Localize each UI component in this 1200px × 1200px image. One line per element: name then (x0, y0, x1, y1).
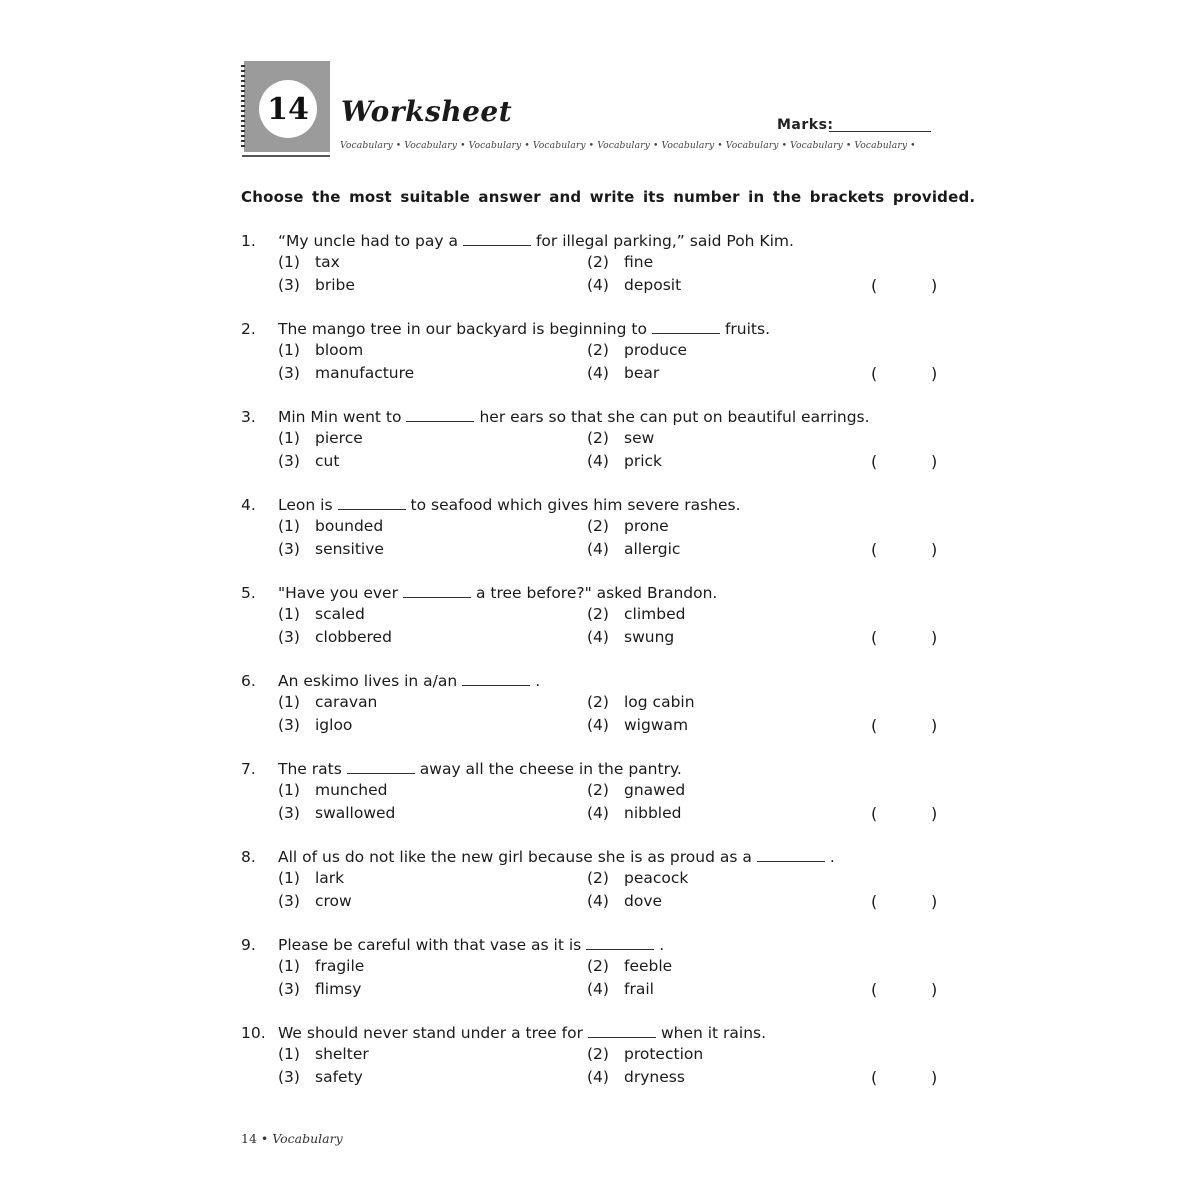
option-text: safety (315, 1068, 363, 1086)
question-number: 1. (241, 232, 256, 250)
option-text: cut (315, 452, 340, 470)
question-item (0, 1024, 1200, 1094)
option-number: (2) (587, 869, 609, 887)
option-text: wigwam (624, 716, 689, 734)
option-text: swung (624, 628, 675, 646)
answer-blank[interactable] (403, 585, 471, 598)
option-text: fragile (315, 957, 365, 975)
answer-blank[interactable] (463, 233, 531, 246)
answer-option (587, 1068, 685, 1086)
option-text: gnawed (624, 781, 686, 799)
option-text: dove (624, 892, 663, 910)
option-number: (2) (587, 1045, 609, 1063)
answer-bracket-open[interactable]: ( (871, 1068, 878, 1087)
question-text-after: away all the cheese in the pantry. (419, 760, 682, 778)
answer-option (587, 276, 681, 294)
question-text-after: . (659, 936, 665, 954)
option-number: (2) (587, 605, 609, 623)
question-item (0, 408, 1200, 478)
answer-blank[interactable] (757, 849, 825, 862)
answer-blank[interactable] (462, 673, 530, 686)
option-number: (1) (278, 605, 300, 623)
option-number: (3) (278, 276, 300, 294)
question-text-before: “My uncle had to pay a (278, 232, 458, 250)
question-item (0, 760, 1200, 830)
option-text: caravan (315, 693, 378, 711)
question-text-before: Please be careful with that vase as it is (278, 936, 582, 954)
option-text: swallowed (315, 804, 396, 822)
answer-bracket-close[interactable]: ) (931, 364, 938, 383)
option-number: (1) (278, 429, 300, 447)
option-number: (2) (587, 693, 609, 711)
question-text-after: a tree before?" asked Brandon. (475, 584, 718, 602)
question-item (0, 496, 1200, 566)
answer-option (587, 716, 688, 734)
option-text: pierce (315, 429, 363, 447)
option-text: deposit (624, 276, 682, 294)
answer-option (278, 957, 364, 975)
answer-blank[interactable] (338, 497, 406, 510)
question-number: 8. (241, 848, 256, 866)
option-number: (4) (587, 276, 609, 294)
answer-bracket-open[interactable]: ( (871, 892, 878, 911)
question-text (278, 584, 717, 602)
option-number: (4) (587, 364, 609, 382)
option-number: (2) (587, 781, 609, 799)
answer-option (278, 540, 384, 558)
question-text (278, 760, 682, 778)
question-text-before: The mango tree in our backyard is beginning to (278, 320, 647, 338)
answer-bracket-open[interactable]: ( (871, 364, 878, 383)
answer-option (587, 957, 672, 975)
question-text (278, 408, 870, 426)
answer-option (587, 540, 680, 558)
option-text: nibbled (624, 804, 682, 822)
option-text: manufacture (315, 364, 415, 382)
answer-option (278, 804, 395, 822)
option-number: (1) (278, 869, 300, 887)
option-text: lark (315, 869, 345, 887)
question-text (278, 320, 770, 338)
option-text: produce (624, 341, 688, 359)
answer-option (587, 781, 685, 799)
answer-option (587, 341, 687, 359)
option-text: tax (315, 253, 340, 271)
question-text (278, 848, 835, 866)
question-text (278, 936, 664, 954)
question-text-after: . (535, 672, 541, 690)
question-number: 9. (241, 936, 256, 954)
option-number: (4) (587, 892, 609, 910)
question-text-before: Leon is (278, 496, 333, 514)
answer-bracket-open[interactable]: ( (871, 804, 878, 823)
option-text: clobbered (315, 628, 392, 646)
answer-option (587, 892, 662, 910)
question-text-before: The rats (278, 760, 342, 778)
option-text: protection (624, 1045, 704, 1063)
answer-option (587, 628, 674, 646)
answer-bracket-close[interactable]: ) (931, 540, 938, 559)
answer-option (587, 364, 659, 382)
answer-bracket-open[interactable]: ( (871, 980, 878, 999)
answer-option (587, 693, 695, 711)
answer-option (587, 452, 662, 470)
option-number: (4) (587, 1068, 609, 1086)
answer-option (587, 804, 682, 822)
option-text: bounded (315, 517, 384, 535)
answer-bracket-close[interactable]: ) (931, 1068, 938, 1087)
question-text-after: to seafood which gives him severe rashes. (410, 496, 741, 514)
question-item (0, 936, 1200, 1006)
option-text: flimsy (315, 980, 362, 998)
question-text-before: "Have you ever (278, 584, 398, 602)
option-text: bribe (315, 276, 355, 294)
answer-blank[interactable] (347, 761, 415, 774)
option-number: (3) (278, 980, 300, 998)
answer-option (278, 781, 387, 799)
answer-option (587, 980, 654, 998)
worksheet-number: 14 (259, 80, 317, 138)
question-text-after: fruits. (724, 320, 770, 338)
answer-option (587, 1045, 703, 1063)
option-number: (3) (278, 1068, 300, 1086)
option-number: (4) (587, 452, 609, 470)
answer-option (278, 1045, 369, 1063)
page-footer (241, 1131, 343, 1146)
answer-option (278, 716, 352, 734)
option-text: bear (624, 364, 660, 382)
option-number: (2) (587, 341, 609, 359)
answer-option (587, 429, 654, 447)
option-text: peacock (624, 869, 689, 887)
question-item (0, 672, 1200, 742)
question-text-after: . (829, 848, 835, 866)
answer-option (278, 517, 383, 535)
option-text: allergic (624, 540, 681, 558)
answer-bracket-open[interactable]: ( (871, 716, 878, 735)
option-number: (4) (587, 716, 609, 734)
question-item (0, 232, 1200, 302)
answer-option (278, 628, 392, 646)
question-number: 7. (241, 760, 256, 778)
option-text: dryness (624, 1068, 685, 1086)
option-text: sew (624, 429, 655, 447)
answer-bracket-close[interactable]: ) (931, 980, 938, 999)
option-number: (1) (278, 957, 300, 975)
answer-bracket-close[interactable]: ) (931, 804, 938, 823)
answer-bracket-close[interactable]: ) (931, 892, 938, 911)
option-text: scaled (315, 605, 365, 623)
answer-blank[interactable] (588, 1025, 656, 1038)
option-text: prone (624, 517, 669, 535)
answer-option (278, 341, 363, 359)
answer-option (587, 605, 685, 623)
answer-option (587, 869, 688, 887)
option-text: climbed (624, 605, 686, 623)
answer-bracket-open[interactable]: ( (871, 628, 878, 647)
answer-option (278, 605, 365, 623)
option-text: shelter (315, 1045, 369, 1063)
footer-section: Vocabulary (272, 1131, 343, 1146)
option-number: (4) (587, 804, 609, 822)
worksheet-title: Worksheet (341, 95, 513, 128)
answer-bracket-open[interactable]: ( (871, 452, 878, 471)
answer-bracket-close[interactable]: ) (931, 452, 938, 471)
option-number: (1) (278, 253, 300, 271)
answer-option (278, 452, 339, 470)
question-text (278, 672, 540, 690)
answer-bracket-close[interactable]: ) (931, 628, 938, 647)
question-text-before: We should never stand under a tree for (278, 1024, 583, 1042)
option-number: (1) (278, 781, 300, 799)
question-item (0, 320, 1200, 390)
answer-option (278, 1068, 363, 1086)
option-text: feeble (624, 957, 673, 975)
answer-option (587, 253, 653, 271)
question-text (278, 1024, 766, 1042)
question-text-before: An eskimo lives in a/an (278, 672, 458, 690)
option-text: bloom (315, 341, 364, 359)
answer-bracket-close[interactable]: ) (931, 716, 938, 735)
answer-option (587, 517, 669, 535)
question-text-after: when it rains. (660, 1024, 767, 1042)
answer-option (278, 869, 344, 887)
footer-separator: • (260, 1131, 269, 1146)
marks-field[interactable] (829, 131, 931, 132)
option-text: crow (315, 892, 352, 910)
answer-bracket-close[interactable]: ) (931, 276, 938, 295)
answer-option (278, 253, 340, 271)
marks-label: Marks: (777, 117, 834, 133)
question-number: 2. (241, 320, 256, 338)
question-text-before: All of us do not like the new girl because she is as proud as a (278, 848, 752, 866)
option-number: (4) (587, 628, 609, 646)
option-number: (2) (587, 517, 609, 535)
option-text: igloo (315, 716, 353, 734)
option-number: (1) (278, 693, 300, 711)
option-number: (4) (587, 540, 609, 558)
option-number: (3) (278, 892, 300, 910)
answer-option (278, 276, 355, 294)
option-number: (3) (278, 628, 300, 646)
option-number: (3) (278, 540, 300, 558)
option-number: (2) (587, 429, 609, 447)
option-number: (1) (278, 1045, 300, 1063)
option-number: (3) (278, 452, 300, 470)
question-number: 6. (241, 672, 256, 690)
option-text: log cabin (624, 693, 695, 711)
question-text-after: for illegal parking,” said Poh Kim. (535, 232, 794, 250)
answer-bracket-open[interactable]: ( (871, 276, 878, 295)
option-text: prick (624, 452, 663, 470)
answer-option (278, 364, 414, 382)
option-text: frail (624, 980, 654, 998)
question-text-after: her ears so that she can put on beautiful earrings. (479, 408, 870, 426)
option-number: (2) (587, 253, 609, 271)
option-text: sensitive (315, 540, 384, 558)
answer-option (278, 980, 361, 998)
answer-blank[interactable] (586, 937, 654, 950)
header-divider (242, 155, 330, 157)
answer-bracket-open[interactable]: ( (871, 540, 878, 559)
answer-option (278, 429, 363, 447)
option-number: (3) (278, 716, 300, 734)
option-number: (1) (278, 517, 300, 535)
section-strap: Vocabulary • Vocabulary • Vocabulary • Vocabulary • Vocabulary • Vocabulary • Vocabulary • Vocabulary • Vocabulary • (340, 140, 916, 151)
option-text: munched (315, 781, 388, 799)
option-text: fine (624, 253, 654, 271)
option-number: (4) (587, 980, 609, 998)
footer-page-number: 14 (241, 1131, 257, 1146)
answer-blank[interactable] (652, 321, 720, 334)
question-number: 10. (241, 1024, 266, 1042)
question-text-before: Min Min went to (278, 408, 402, 426)
option-number: (1) (278, 341, 300, 359)
question-number: 3. (241, 408, 256, 426)
answer-option (278, 693, 377, 711)
option-number: (2) (587, 957, 609, 975)
spiral-binding-icon (241, 65, 245, 149)
question-number: 4. (241, 496, 256, 514)
instructions: Choose the most suitable answer and write its number in the brackets provided. (241, 188, 976, 206)
answer-blank[interactable] (406, 409, 474, 422)
option-number: (3) (278, 804, 300, 822)
question-text (278, 496, 741, 514)
question-item (0, 584, 1200, 654)
question-text (278, 232, 794, 250)
answer-option (278, 892, 352, 910)
option-number: (3) (278, 364, 300, 382)
question-number: 5. (241, 584, 256, 602)
question-item (0, 848, 1200, 918)
